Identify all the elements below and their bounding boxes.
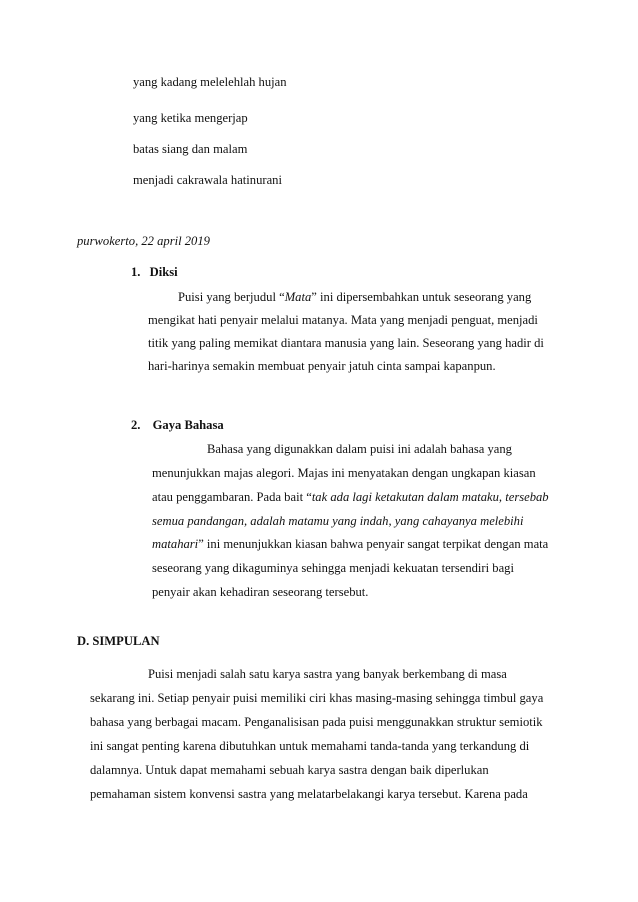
text-span: atau penggambaran. Pada bait “: [152, 490, 312, 504]
paragraph-line: sekarang ini. Setiap penyair puisi memiliki ciri khas masing-masing sehingga timbul gaya: [90, 691, 544, 705]
section-title: Diksi: [149, 265, 178, 279]
section-number: 2.: [131, 418, 141, 432]
text-span: ” ini menunjukkan kiasan bahwa penyair sangat terpikat dengan mata: [198, 537, 549, 551]
text-span: Puisi yang berjudul “: [178, 290, 285, 304]
paragraph-line: penyair akan kehadiran seseorang tersebut.: [152, 585, 369, 599]
text-span: ” ini dipersembahkan untuk seseorang yang: [311, 290, 532, 304]
section-heading: [131, 417, 224, 433]
poem-line: menjadi cakrawala hatinurani: [133, 173, 282, 187]
paragraph-line: [152, 489, 549, 505]
paragraph-line: ini sangat penting karena dibutuhkan untuk memahami tanda-tanda yang terkandung di: [90, 739, 530, 753]
italic-quote: matahari: [152, 537, 199, 551]
paragraph-line: dalamnya. Untuk dapat memahami sebuah karya sastra dengan baik diperlukan: [90, 763, 489, 777]
paragraph-line: Bahasa yang digunakkan dalam puisi ini adalah bahasa yang: [207, 442, 512, 456]
section-title: Gaya Bahasa: [152, 418, 224, 432]
paragraph-line: pemahaman sistem konvensi sastra yang melatarbelakangi karya tersebut. Karena pada: [90, 787, 528, 801]
poem-line: batas siang dan malam: [133, 142, 248, 156]
paragraph-line: seseorang yang dikaguminya sehingga menjadi kekuatan tersendiri bagi: [152, 561, 514, 575]
section-title: D. SIMPULAN: [77, 634, 160, 648]
paragraph-line: hari-harinya semakin membuat penyair jatuh cinta sampai kapanpun.: [148, 359, 496, 373]
paragraph-line: bahasa yang berbagai macam. Penganalisisan pada puisi menggunakkan struktur semiotik: [90, 715, 543, 729]
section-number: 1.: [131, 265, 141, 279]
italic-quote: semua pandangan, adalah matamu yang indah, yang cahayanya melebihi: [152, 514, 524, 528]
paragraph-line: [178, 289, 531, 305]
section-heading: [131, 264, 178, 280]
poem-line: yang ketika mengerjap: [133, 111, 248, 125]
poem-line: yang kadang melelehlah hujan: [133, 75, 287, 89]
paragraph-line: menunjukkan majas alegori. Majas ini menyatakan dengan ungkapan kiasan: [152, 466, 536, 480]
paragraph-line: Puisi menjadi salah satu karya sastra yang banyak berkembang di masa: [148, 667, 507, 681]
date-line: purwokerto, 22 april 2019: [77, 234, 210, 248]
italic-quote: tak ada lagi ketakutan dalam mataku, tersebab: [311, 490, 549, 504]
paragraph-line: [152, 513, 523, 529]
italic-title: Mata: [284, 290, 312, 304]
paragraph-line: titik yang paling memikat diantara manusia yang lain. Seseorang yang hadir di: [148, 336, 544, 350]
paragraph-line: [152, 536, 548, 552]
paragraph-line: mengikat hati penyair melalui matanya. Mata yang menjadi penguat, menjadi: [148, 313, 538, 327]
